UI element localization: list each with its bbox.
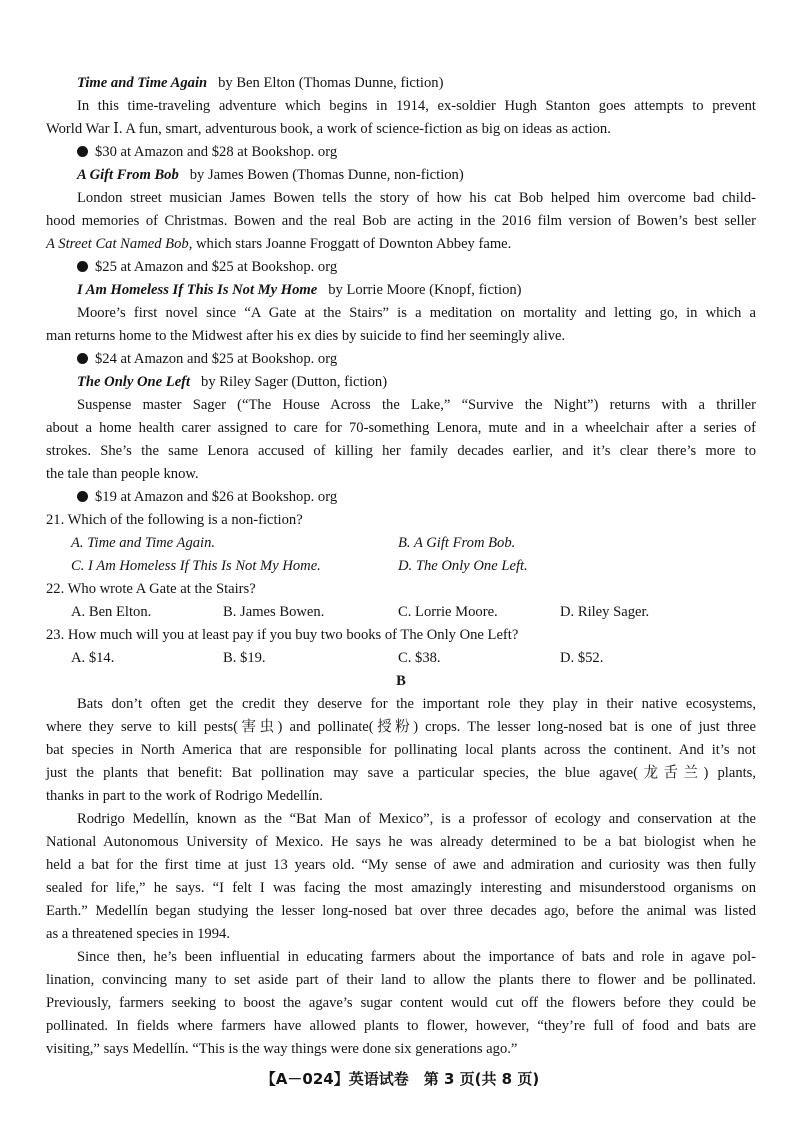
bullet-icon xyxy=(77,146,88,157)
passage-line: thanks in part to the work of Rodrigo Medellín. xyxy=(46,788,323,804)
bullet-icon xyxy=(77,491,88,502)
book-4-byline: by Riley Sager (Dutton, fiction) xyxy=(201,374,388,390)
passage-line: National Autonomous University of Mexico. He says he was already determined to be a bat biologist when he xyxy=(46,834,756,850)
book-2-price: $25 at Amazon and $25 at Bookshop. org xyxy=(46,256,756,279)
passage-line: where they serve to kill pests(害虫) and pollinate(授粉) crops. The lesser long-nosed bat is one of just three xyxy=(46,719,756,735)
book-3-desc-line: man returns home to the Midwest after his ex dies by suicide to find her seemingly alive. xyxy=(46,328,566,344)
passage-paragraph-2 xyxy=(46,808,756,946)
question-23-options xyxy=(46,647,756,670)
passage-line: just the plants that benefit: Bat pollination may save a particular species, the blue agave(龙舌兰) plants, xyxy=(46,765,756,781)
book-1-desc-line: In this time-traveling adventure which begins in 1914, ex-soldier Hugh Stanton goes attempts to prevent xyxy=(77,98,756,114)
exam-page xyxy=(46,72,756,1061)
question-23-stem: 23. How much will you at least pay if you buy two books of The Only One Left? xyxy=(46,627,519,643)
question-22-options xyxy=(46,601,756,624)
book-2-desc-line: hood memories of Christmas. Bowen and the real Bob are acting in the 2016 film version of Bowen’s best seller xyxy=(46,213,756,229)
book-1-price: $30 at Amazon and $28 at Bookshop. org xyxy=(46,141,756,164)
passage-line: Rodrigo Medellín, known as the “Bat Man of Mexico”, is a professor of ecology and conservation at the xyxy=(77,811,756,827)
bullet-icon xyxy=(77,353,88,364)
book-4-price: $19 at Amazon and $26 at Bookshop. org xyxy=(46,486,756,509)
option-b[interactable]: B. $19. xyxy=(223,650,266,666)
passage-line: Bats don’t often get the credit they deserve for the important role they play in their native ecosystems, xyxy=(77,696,756,712)
book-3-price: $24 at Amazon and $25 at Bookshop. org xyxy=(46,348,756,371)
book-1-header xyxy=(46,72,756,95)
question-21-stem: 21. Which of the following is a non-fiction? xyxy=(46,512,303,528)
book-1-byline: by Ben Elton (Thomas Dunne, fiction) xyxy=(218,75,444,91)
passage-line: as a threatened species in 1994. xyxy=(46,926,230,942)
book-4-desc-line: strokes. She’s the same Lenora accused of killing her family decades earlier, and it’s clear there’s more to xyxy=(46,443,756,459)
question-21-options-row1 xyxy=(46,532,756,555)
option-d[interactable]: D. Riley Sager. xyxy=(560,604,650,620)
book-1-desc-line: World War Ⅰ. A fun, smart, adventurous book, a work of science-fiction as big on ideas as action. xyxy=(46,121,611,137)
passage-line: held a bat for the first time at just 13 years old. “My sense of awe and admiration and curiosity was then fully xyxy=(46,857,756,873)
book-1-title: Time and Time Again xyxy=(77,75,208,91)
book-2-byline: by James Bowen (Thomas Dunne, non-fiction) xyxy=(189,167,464,183)
passage-line: visiting,” says Medellín. “This is the way things were done six generations ago.” xyxy=(46,1041,518,1057)
question-21-options-row2 xyxy=(46,555,756,578)
book-3-byline: by Lorrie Moore (Knopf, fiction) xyxy=(328,282,522,298)
page-footer: 【A－024】英语试卷 第 3 页(共 8 页) xyxy=(260,1070,540,1088)
question-22-stem: 22. Who wrote A Gate at the Stairs? xyxy=(46,581,256,597)
passage-line: Previously, farmers seeking to boost the agave’s sugar content would cut off the flowers before they could be xyxy=(46,995,756,1011)
book-3-header xyxy=(46,279,756,302)
section-b-heading: B xyxy=(396,673,406,689)
book-2-header xyxy=(46,164,756,187)
bullet-icon xyxy=(77,261,88,272)
passage-line: Earth.” Medellín began studying the lesser long-nosed bat over three decades ago, before the animal was listed xyxy=(46,903,756,919)
option-a[interactable]: A. Time and Time Again. xyxy=(71,535,216,551)
option-d[interactable]: D. The Only One Left. xyxy=(398,558,528,574)
option-a[interactable]: A. $14. xyxy=(71,650,115,666)
book-4-desc-line: Suspense master Sager (“The House Across the Lake,” “Survive the Night”) returns with a thriller xyxy=(77,397,756,413)
book-4-header xyxy=(46,371,756,394)
book-4-desc-line: about a home health carer assigned to care for 70-something Lenora, mute and in a wheelchair after a series of xyxy=(46,420,756,436)
book-4-desc-line: the tale than people know. xyxy=(46,466,199,482)
passage-line: lination, convincing many to set aside part of their land to allow the plants there to flower and be pollinated. xyxy=(46,972,756,988)
option-b[interactable]: B. James Bowen. xyxy=(223,604,325,620)
option-d[interactable]: D. $52. xyxy=(560,650,604,666)
option-c[interactable]: C. I Am Homeless If This Is Not My Home. xyxy=(71,558,321,574)
option-c[interactable]: C. Lorrie Moore. xyxy=(398,604,498,620)
passage-paragraph-1 xyxy=(46,693,756,808)
option-c[interactable]: C. $38. xyxy=(398,650,441,666)
option-a[interactable]: A. Ben Elton. xyxy=(71,604,152,620)
passage-line: bat species in North America that are responsible for pollinating local plants across the continent. And it’s not xyxy=(46,742,756,758)
book-2-desc-line: A Street Cat Named Bob, which stars Joanne Froggatt of Downton Abbey fame. xyxy=(46,236,512,252)
passage-line: sealed for life,” he says. “I felt I was facing the most amazingly interesting and misunderstood organisms on xyxy=(46,880,756,896)
passage-paragraph-3 xyxy=(46,946,756,1061)
passage-line: Since then, he’s been influential in educating farmers about the importance of bats and role in agave pol- xyxy=(77,949,756,965)
book-4-title: The Only One Left xyxy=(77,374,191,390)
book-2-italic-title: A Street Cat Named Bob xyxy=(46,236,189,252)
book-3-desc-line: Moore’s first novel since “A Gate at the Stairs” is a meditation on mortality and letting go, in which a xyxy=(77,305,756,321)
passage-line: pollinated. In fields where farmers have allowed plants to flower, however, “they’re full of food and bats are xyxy=(46,1018,756,1034)
book-3-title: I Am Homeless If This Is Not My Home xyxy=(77,282,318,298)
book-2-title: A Gift From Bob xyxy=(77,167,179,183)
option-b[interactable]: B. A Gift From Bob. xyxy=(398,535,516,551)
book-2-desc-line: London street musician James Bowen tells the story of how his cat Bob helped him overcome bad child- xyxy=(77,190,756,206)
